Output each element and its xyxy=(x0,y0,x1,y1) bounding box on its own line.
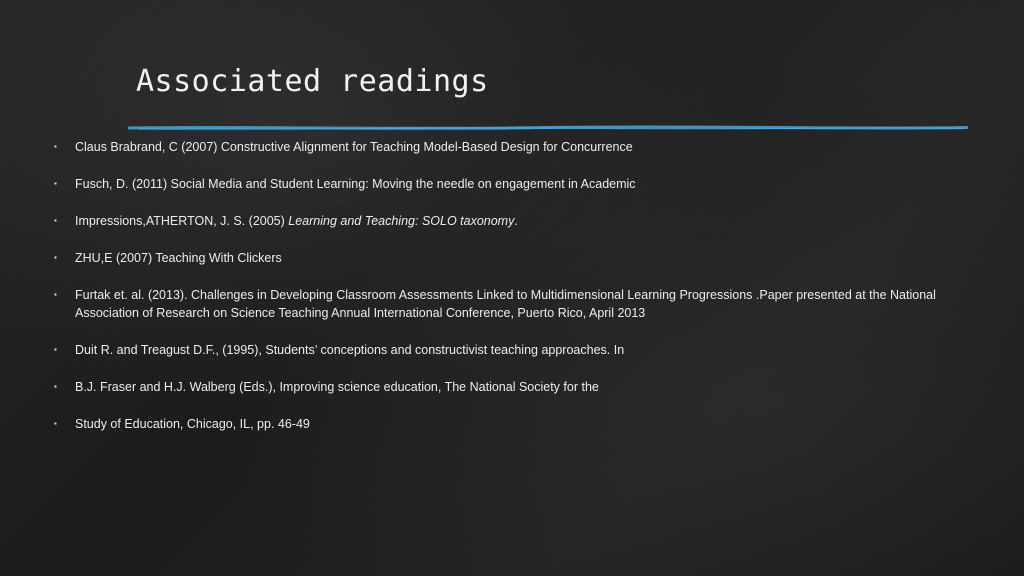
reading-text-suffix: . xyxy=(514,214,518,228)
reading-item xyxy=(52,378,982,396)
bullet-icon: ▪ xyxy=(54,216,57,225)
slide-title: Associated readings xyxy=(136,64,489,99)
reading-text: Claus Brabrand, C (2007) Constructive Alignment for Teaching Model-Based Design for Concurrence xyxy=(75,140,633,154)
bullet-icon: ▪ xyxy=(54,419,57,428)
bullet-icon: ▪ xyxy=(54,290,57,299)
bullet-icon: ▪ xyxy=(54,179,57,188)
reading-text: Study of Education, Chicago, IL, pp. 46-49 xyxy=(75,417,310,431)
reading-text-italic: Learning and Teaching: SOLO taxonomy xyxy=(288,214,515,228)
reading-item xyxy=(52,249,982,267)
reading-text: Duit R. and Treagust D.F., (1995), Students’ conceptions and constructivist teaching approaches. In xyxy=(75,343,625,357)
reading-item xyxy=(52,138,982,156)
reading-text: Fusch, D. (2011) Social Media and Student Learning: Moving the needle on engagement in Academic xyxy=(75,177,636,191)
reading-item xyxy=(52,175,982,193)
reading-text-prefix: Impressions,ATHERTON, J. S. (2005) xyxy=(75,214,289,228)
bullet-icon: ▪ xyxy=(54,345,57,354)
reading-text: ZHU,E (2007) Teaching With Clickers xyxy=(75,251,282,265)
reading-text: Furtak et. al. (2013). Challenges in Developing Classroom Assessments Linked to Multidimensional Learning Progressions .Paper presented at the National Association of Research on Science Teaching Annual International Conference, Puerto Rico, April 2013 xyxy=(75,288,936,320)
reading-text: B.J. Fraser and H.J. Walberg (Eds.), Improving science education, The National Society for the xyxy=(75,380,599,394)
readings-list xyxy=(52,138,982,452)
title-underline xyxy=(128,124,968,132)
bullet-icon: ▪ xyxy=(54,253,57,262)
reading-item xyxy=(52,415,982,433)
reading-item xyxy=(52,286,982,322)
reading-item xyxy=(52,212,982,230)
bullet-icon: ▪ xyxy=(54,382,57,391)
reading-item xyxy=(52,341,982,359)
bullet-icon: ▪ xyxy=(54,142,57,151)
